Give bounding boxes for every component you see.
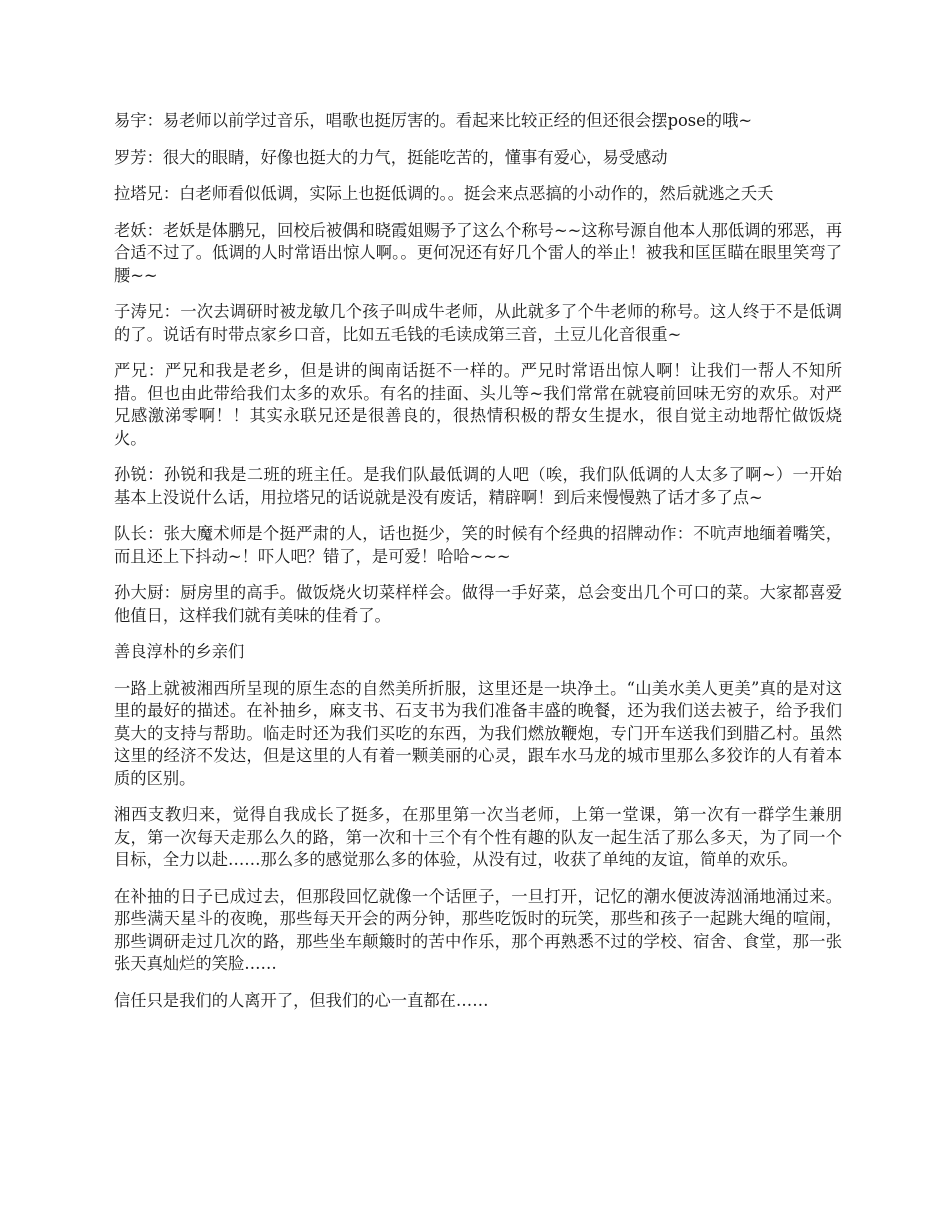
paragraph-return-growth: 湘西支教归来，觉得自我成长了挺多，在那里第一次当老师，上第一堂课，第一次有一群学生兼朋友，第一次每天走那么久的路，第一次和十三个有个性有趣的队友一起生活了那么多天，为了同一个目标，全力以赴……那么多的感觉那么多的体验，从没有过，收获了单纯的友谊，简单的欢乐。 [114,805,842,869]
paragraph-zi-tao: 子涛兄：一次去调研时被龙敏几个孩子叫成牛老师，从此就多了个牛老师的称号。这人终于不是低调的了。说话有时带点家乡口音，比如五毛钱的毛读成第三音，土豆儿化音很重~ [114,302,842,344]
paragraph-sun-rui: 孙锐：孙锐和我是二班的班主任。是我们队最低调的人吧（唉，我们队低调的人太多了啊~）一开始基本上没说什么话，用拉塔兄的话说就是没有废话，精辟啊！到后来慢慢熟了话才多了点~ [114,465,842,507]
paragraph-dui-zhang: 队长：张大魔术师是个挺严肃的人，话也挺少，笑的时候有个经典的招牌动作：不吭声地缅着嘴笑，而且还上下抖动~！吓人吧？错了，是可爱！哈哈~~~ [114,524,842,566]
paragraph-yan-xiong: 严兄：严兄和我是老乡，但是讲的闽南话挺不一样的。严兄时常语出惊人啊！让我们一帮人不知所措。但也由此带给我们太多的欢乐。有名的挂面、头儿等~我们常常在就寝前回味无穷的欢乐。对严兄感激涕零啊！！其实永联兄还是很善良的，很热情积极的帮女生提水，很自觉主动地帮忙做饭烧火。 [114,361,842,448]
paragraph-yi-yu: 易宇：易老师以前学过音乐，唱歌也挺厉害的。看起来比较正经的但还很会摆pose的哦~ [114,111,752,130]
paragraph-memories: 在补抽的日子已成过去，但那段回忆就像一个话匣子，一旦打开，记忆的潮水便波涛汹涌地涌过来。那些满天星斗的夜晚，那些每天开会的两分钟，那些吃饭时的玩笑，那些和孩子一起跳大绳的喧闹，那些调研走过几次的路，那些坐车颠簸时的苦中作乐，那个再熟悉不过的学校、宿舍、食堂，那一张张天真灿烂的笑脸…… [114,886,842,973]
paragraph-la-ta: 拉塔兄：白老师看似低调，实际上也挺低调的。。挺会来点恶搞的小动作的，然后就逃之夭夭 [114,184,774,203]
paragraph-xiangxi-nature: 一路上就被湘西所呈现的原生态的自然美所折服，这里还是一块净土。“山美水美人更美”真的是对这里的最好的描述。在补抽乡，麻支书、石支书为我们准备丰盛的晚餐，还为我们送去被子，给予我们莫大的支持与帮助。临走时还为我们买吃的东西，为我们燃放鞭炮，专门开车送我们到腊乙村。虽然这里的经济不发达，但是这里的人有着一颗美丽的心灵，跟车水马龙的城市里那么多狡诈的人有着本质的区别。 [114,678,842,788]
paragraph-luo-fang: 罗芳：很大的眼睛，好像也挺大的力气，挺能吃苦的，懂事有爱心，易受感动 [114,147,668,167]
paragraph-closing: 信任只是我们的人离开了，但我们的心一直都在…… [114,990,489,1010]
section-heading-villagers: 善良淳朴的乡亲们 [114,642,245,661]
document-body [114,110,842,1026]
paragraph-sun-da-chu: 孙大厨：厨房里的高手。做饭烧火切菜样样会。做得一手好菜，总会变出几个可口的菜。大家都喜爱他值日，这样我们就有美味的佳肴了。 [114,583,842,625]
paragraph-lao-yao: 老妖：老妖是体鹏兄，回校后被偶和晓霞姐赐予了这么个称号~~这称号源自他本人那低调的邪恶，再合适不过了。低调的人时常语出惊人啊。。更何况还有好几个雷人的举止！被我和匡匡瞄在眼里笑弯了腰~~ [114,220,842,285]
